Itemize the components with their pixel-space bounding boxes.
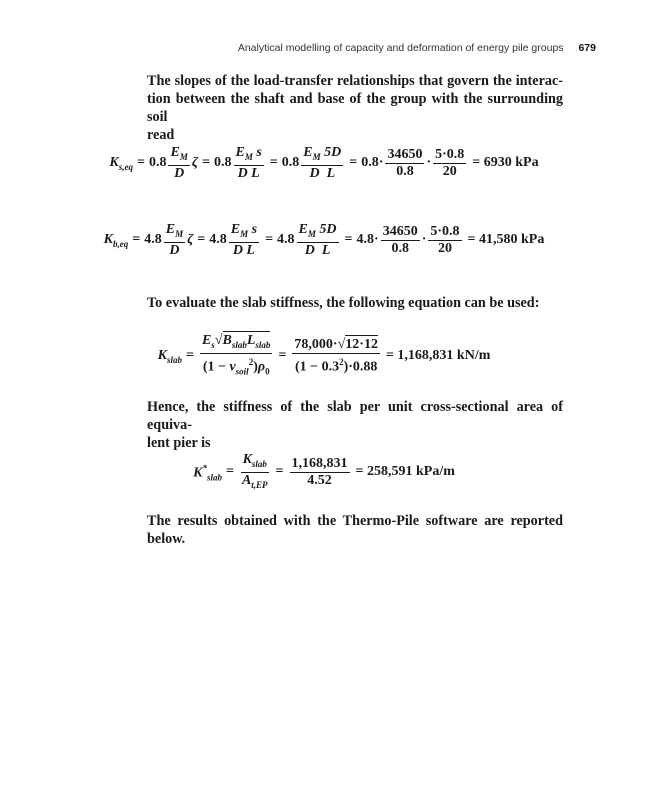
eq-lhs: $K_{b,eq}$ <box>103 232 129 249</box>
eq-result: = 6930 kPa <box>472 155 539 171</box>
paragraph-slab-intro <box>147 294 563 312</box>
eq-equals: = <box>225 464 234 480</box>
equation-slab-stiffness-per-area: $K^*_{slab}$ = $\frac{K_{slab}}{A_{t,EP}}$ = $\frac{1,168,831}{4.52}$ = 258,591 kPa/m <box>0 452 648 493</box>
eq-fraction: $\frac{78,000\cdot√12\cdot 12}{(1 - 0.3^2)\cdot 0.88}$ <box>294 336 378 375</box>
equation-base-stiffness: $K_{b,eq}$ = 4.8 $\frac{E_M}{D}$ ζ = 4.8 $\frac{E_M s}{\text{D L}}$ = 4.8 $\frac{E_M 5D}{\text{D L}}$ = 4.8· $\frac{34650}{0.8}$ · $\frac{5\cdot 0.8}{20}$ = 41,580 kPa <box>103 222 545 258</box>
paragraph-line: below. <box>147 531 186 547</box>
eq-coefficient: 0.8 <box>281 155 300 171</box>
paragraph-line: Hence, the stiffness of the slab per unit cross-sectional area of equiva- <box>147 399 563 433</box>
eq-fraction: $\frac{E_M}{D}$ <box>170 145 188 181</box>
eq-fraction: $\frac{E_M 5D}{\text{D L}}$ <box>298 222 337 258</box>
eq-fraction: $\frac{5\cdot 0.8}{20}$ <box>435 146 465 179</box>
eq-zeta: ζ <box>191 155 199 171</box>
eq-zeta: ζ <box>187 232 194 248</box>
eq-fraction: $\frac{E_M}{D}$ <box>165 222 184 258</box>
eq-result: = 1,168,831 kN/m <box>385 348 491 364</box>
eq-coefficient: 4.8 <box>277 232 295 248</box>
eq-lhs: $K_{slab}$ <box>157 347 182 365</box>
equation-shaft-stiffness: $K_{s,eq}$ = 0.8 $\frac{E_M}{D}$ ζ = 0.8 $\frac{E_M s}{\text{D L}}$ = 0.8 $\frac{E_M 5D}{\text{D L}}$ = 0.8· $\frac{34650}{0.8}$ · $\frac{5\cdot 0.8}{20}$ = 6930 kPa <box>109 145 539 181</box>
paragraph-slab-per-area <box>147 398 563 452</box>
eq-coefficient: 4.8· <box>356 232 379 248</box>
paragraph-line: To evaluate the slab stiffness, the following equation can be used: <box>147 295 540 311</box>
eq-equals: = <box>185 348 194 364</box>
eq-fraction: $\frac{34650}{0.8}$ <box>382 223 418 256</box>
eq-lhs: $K^*_{slab}$ <box>193 462 222 483</box>
eq-coefficient: 4.8 <box>144 232 162 248</box>
eq-result: = 258,591 kPa/m <box>355 464 455 480</box>
eq-fraction: $\frac{34650}{0.8}$ <box>387 146 423 179</box>
eq-coefficient: 0.8· <box>361 155 384 171</box>
eq-fraction: $\frac{K_{slab}}{A_{t,EP}}$ <box>241 452 268 490</box>
eq-fraction: $\frac{E_M 5D}{\text{D L}}$ <box>303 145 342 181</box>
eq-fraction: $\frac{E_M s}{\text{D L}}$ <box>230 222 258 258</box>
paragraph-line: The results obtained with the Thermo-Pile software are reported <box>147 513 563 529</box>
eq-fraction: $\frac{1,168,831}{4.52}$ <box>291 455 348 488</box>
eq-coefficient: 0.8 <box>214 155 232 171</box>
paragraph-results <box>147 512 563 548</box>
eq-coefficient: 0.8 <box>148 155 167 171</box>
equation-slab-stiffness: $K_{slab}$ = $\frac{E_s√B_{slab}L_{slab}}{(1 - \nu_{soil}^2)\rho_0}$ = $\frac{78,000\cdot√12\cdot 12}{(1 - 0.3^2)\cdot 0.88}$ = 1,168,831 kN/m <box>0 333 648 379</box>
paragraph-line: tion between the shaft and base of the group with the surrounding soil <box>147 91 563 125</box>
paragraph-line: read <box>147 127 175 143</box>
page-number: 679 <box>578 42 596 54</box>
running-header <box>238 42 596 54</box>
running-title: Analytical modelling of capacity and deformation of energy pile groups <box>237 42 564 54</box>
paragraph-line: The slopes of the load-transfer relationships that govern the interac- <box>147 73 563 89</box>
paragraph-line: lent pier is <box>147 435 211 451</box>
eq-fraction: $\frac{E_s√B_{slab}L_{slab}}{(1 - \nu_{soil}^2)\rho_0}$ <box>201 333 271 377</box>
eq-equals: = <box>132 232 141 248</box>
eq-result: = 41,580 kPa <box>467 232 545 248</box>
eq-coefficient: 4.8 <box>209 232 227 248</box>
eq-fraction: $\frac{E_M s}{\text{D L}}$ <box>235 145 262 181</box>
paragraph-load-transfer <box>147 72 563 144</box>
eq-fraction: $\frac{5\cdot 0.8}{20}$ <box>430 223 460 256</box>
eq-lhs: $K_{s,eq}$ <box>109 155 133 172</box>
eq-equals: = <box>136 155 145 171</box>
